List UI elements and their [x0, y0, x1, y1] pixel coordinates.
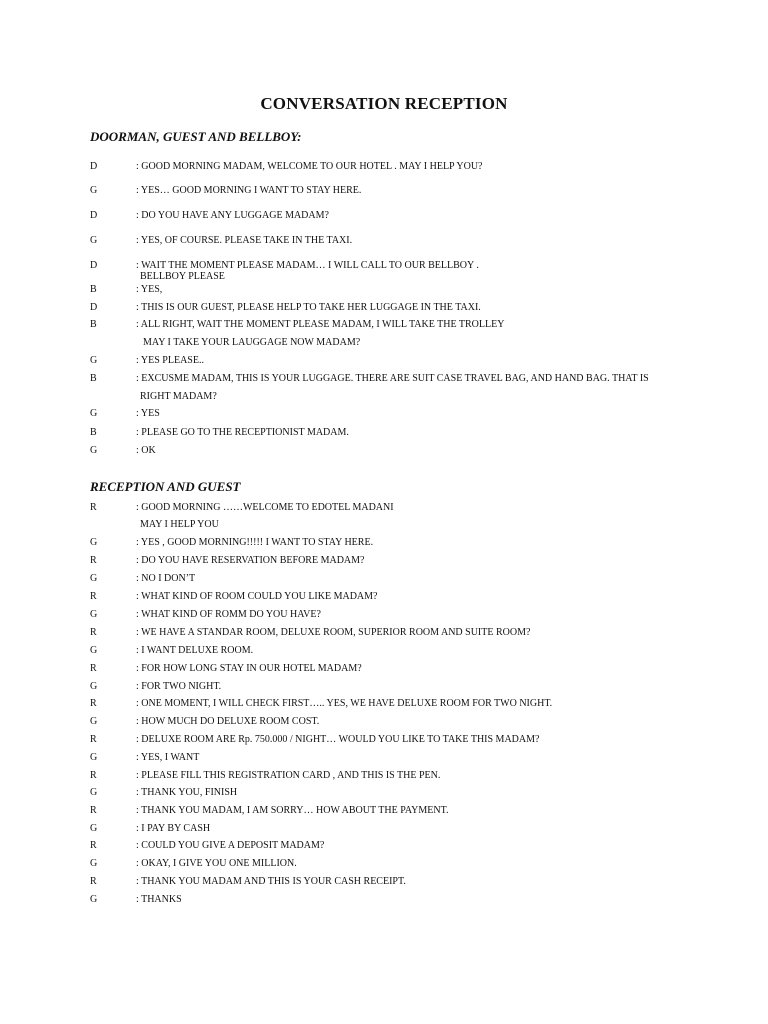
dialogue-text: : THANK YOU MADAM, I AM SORRY… HOW ABOUT THE PAYMENT. [136, 805, 449, 816]
dialogue-text: : PLEASE GO TO THE RECEPTIONIST MADAM. [136, 427, 349, 438]
dialogue-text: : DO YOU HAVE RESERVATION BEFORE MADAM? [136, 555, 365, 566]
dialogue-text: : YES, OF COURSE. PLEASE TAKE IN THE TAXI. [136, 235, 353, 246]
dialogue-text: : YES , GOOD MORNING!!!!! I WANT TO STAY HERE. [136, 537, 374, 548]
dialogue-text: : I PAY BY CASH [136, 823, 211, 834]
speaker-label: R [90, 734, 97, 745]
dialogue-text: : YES, [136, 284, 163, 295]
dialogue-continuation: RIGHT MADAM? [140, 391, 217, 402]
speaker-label: G [90, 573, 98, 584]
speaker-label: B [90, 284, 97, 295]
speaker-label: G [90, 858, 98, 869]
dialogue-text: : THANK YOU, FINISH [136, 787, 238, 798]
speaker-label: B [90, 319, 97, 330]
speaker-label: D [90, 210, 98, 221]
speaker-label: R [90, 698, 97, 709]
speaker-label: G [90, 645, 98, 656]
speaker-label: D [90, 260, 98, 271]
speaker-label: B [90, 373, 97, 384]
dialogue-text: : DELUXE ROOM ARE Rp. 750.000 / NIGHT… WOULD YOU LIKE TO TAKE THIS MADAM? [136, 734, 540, 745]
dialogue-text: : ONE MOMENT, I WILL CHECK FIRST….. YES, WE HAVE DELUXE ROOM FOR TWO NIGHT. [136, 698, 553, 709]
speaker-label: B [90, 427, 97, 438]
dialogue-text: : HOW MUCH DO DELUXE ROOM COST. [136, 716, 320, 727]
dialogue-text: : COULD YOU GIVE A DEPOSIT MADAM? [136, 840, 325, 851]
speaker-label: G [90, 787, 98, 798]
speaker-label: G [90, 681, 98, 692]
speaker-label: G [90, 537, 98, 548]
speaker-label: G [90, 185, 98, 196]
dialogue-continuation: BELLBOY PLEASE [140, 271, 225, 282]
speaker-label: R [90, 770, 97, 781]
speaker-label: G [90, 609, 98, 620]
section-heading-reception: RECEPTION AND GUEST [90, 479, 241, 494]
speaker-label: G [90, 235, 98, 246]
document-title: CONVERSATION RECEPTION [260, 94, 508, 113]
dialogue-text: : OKAY, I GIVE YOU ONE MILLION. [136, 858, 297, 869]
dialogue-text: : THANKS [136, 894, 182, 905]
speaker-label: D [90, 302, 98, 313]
speaker-label: G [90, 894, 98, 905]
speaker-label: R [90, 555, 97, 566]
speaker-label: G [90, 752, 98, 763]
dialogue-text: : ALL RIGHT, WAIT THE MOMENT PLEASE MADAM, I WILL TAKE THE TROLLEY [136, 319, 505, 330]
dialogue-text: : I WANT DELUXE ROOM. [136, 645, 254, 656]
dialogue-text: : WE HAVE A STANDAR ROOM, DELUXE ROOM, SUPERIOR ROOM AND SUITE ROOM? [136, 627, 531, 638]
section-heading-doorman: DOORMAN, GUEST AND BELLBOY: [90, 129, 302, 144]
dialogue-text: : THANK YOU MADAM AND THIS IS YOUR CASH RECEIPT. [136, 876, 406, 887]
dialogue-text: : YES… GOOD MORNING I WANT TO STAY HERE. [136, 185, 362, 196]
speaker-label: G [90, 716, 98, 727]
dialogue-text: : WAIT THE MOMENT PLEASE MADAM… I WILL CALL TO OUR BELLBOY . [136, 260, 479, 271]
dialogue-text: : FOR HOW LONG STAY IN OUR HOTEL MADAM? [136, 663, 362, 674]
dialogue-text: : WHAT KIND OF ROOM COULD YOU LIKE MADAM? [136, 591, 378, 602]
dialogue-text: : OK [136, 445, 156, 456]
speaker-label: G [90, 408, 98, 419]
speaker-label: R [90, 502, 97, 513]
dialogue-text: : FOR TWO NIGHT. [136, 681, 222, 692]
speaker-label: R [90, 876, 97, 887]
dialogue-text: : YES, I WANT [136, 752, 200, 763]
dialogue-text: : WHAT KIND OF ROMM DO YOU HAVE? [136, 609, 321, 620]
speaker-label: R [90, 591, 97, 602]
dialogue-text: : NO I DON’T [136, 573, 196, 584]
dialogue-text: : THIS IS OUR GUEST, PLEASE HELP TO TAKE HER LUGGAGE IN THE TAXI. [136, 302, 481, 313]
speaker-label: R [90, 805, 97, 816]
speaker-label: G [90, 355, 98, 366]
dialogue-continuation: MAY I HELP YOU [140, 519, 219, 530]
dialogue-text: : PLEASE FILL THIS REGISTRATION CARD , AND THIS IS THE PEN. [136, 770, 441, 781]
dialogue-continuation: MAY I TAKE YOUR LAUGGAGE NOW MADAM? [143, 337, 361, 348]
speaker-label: G [90, 445, 98, 456]
dialogue-text: : DO YOU HAVE ANY LUGGAGE MADAM? [136, 210, 329, 221]
speaker-label: R [90, 663, 97, 674]
speaker-label: R [90, 627, 97, 638]
dialogue-text: : YES [136, 408, 160, 419]
dialogue-text: : GOOD MORNING MADAM, WELCOME TO OUR HOTEL . MAY I HELP YOU? [136, 161, 483, 172]
speaker-label: D [90, 161, 98, 172]
dialogue-text: : EXCUSME MADAM, THIS IS YOUR LUGGAGE. THERE ARE SUIT CASE TRAVEL BAG, AND HAND BAG. THAT IS [136, 373, 649, 384]
speaker-label: G [90, 823, 98, 834]
speaker-label: R [90, 840, 97, 851]
dialogue-text: : YES PLEASE.. [136, 355, 204, 366]
dialogue-text: : GOOD MORNING ……WELCOME TO EDOTEL MADANI [136, 502, 394, 513]
